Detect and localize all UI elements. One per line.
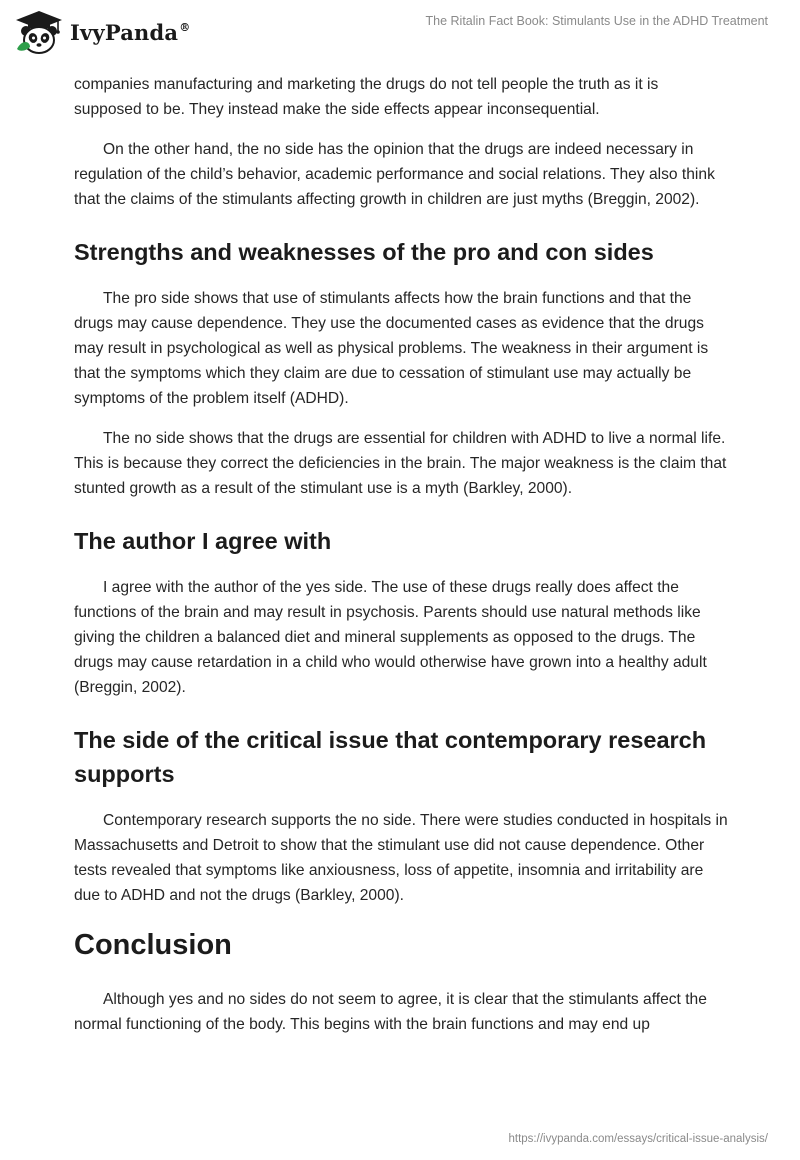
paragraph: The no side shows that the drugs are essential for children with ADHD to live a normal life. This is because they correct the deficiencies in the brain. The major weakness is the claim that stunted growth as a result of the stimulant use is a myth (Barkley, 2000). <box>74 430 727 497</box>
paragraph: On the other hand, the no side has the opinion that the drugs are indeed necessary in regulation of the child’s behavior, academic performance and social relations. They also think that the claims of the stimulants affecting growth in children are just myths (Breggin, 2002). <box>74 141 715 208</box>
panda-logo-icon <box>14 9 64 55</box>
section-heading-strengths: Strengths and weaknesses of the pro and con sides <box>74 239 654 265</box>
paragraph: I agree with the author of the yes side. The use of these drugs really does affect the functions of the brain and may result in psychosis. Parents should use natural methods like giving the children a balanced diet and mineral supplements as opposed to the drugs. The drugs may cause retardation in a child who would otherwise have grown into a healthy adult (Breggin, 2002). <box>74 579 707 696</box>
paragraph: companies manufacturing and marketing the drugs do not tell people the truth as it is supposed to be. They instead make the side effects appear inconsequential. <box>74 76 659 118</box>
brand-name: IvyPanda® <box>70 19 191 45</box>
source-url-link[interactable]: https://ivypanda.com/essays/critical-issue-analysis/ <box>508 1133 768 1145</box>
registered-mark: ® <box>179 20 191 34</box>
paragraph: Contemporary research supports the no side. There were studies conducted in hospitals in Massachusetts and Detroit to show that the stimulant use did not cause dependence. Other tests revealed that symptoms like anxiousness, loss of appetite, insomnia and irritability are due to ADHD and not the drugs (Barkley, 2000). <box>74 812 728 904</box>
section-heading-author: The author I agree with <box>74 528 332 554</box>
document-title: The Ritalin Fact Book: Stimulants Use in the ADHD Treatment <box>425 14 768 28</box>
essay-body <box>74 72 728 1052</box>
paragraph: The pro side shows that use of stimulants affects how the brain functions and that the drugs may cause dependence. They use the documented cases as evidence that the drugs may result in psychological as well as physical problems. The weakness in their argument is that the symptoms which they claim are due to cessation of stimulant use may actually be symptoms of the problem itself (ADHD). <box>74 290 709 407</box>
brand-logo[interactable] <box>14 8 190 56</box>
page-header <box>0 0 800 64</box>
section-heading-conclusion: Conclusion <box>74 929 232 961</box>
section-heading-research: The side of the critical issue that contemporary research supports <box>74 727 707 787</box>
paragraph: Although yes and no sides do not seem to agree, it is clear that the stimulants affect the normal functioning of the body. This begins with the brain functions and may end up <box>74 991 707 1033</box>
